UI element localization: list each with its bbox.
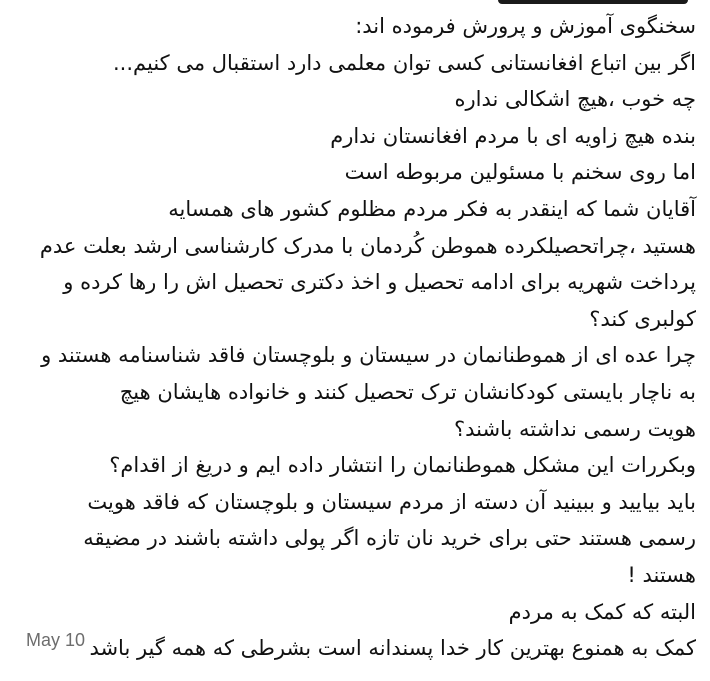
post-line: باید بیایید و ببینید آن دسته از مردم سیستان و بلوچستان که فاقد هویت xyxy=(87,489,696,514)
post-line: البته که کمک به مردم xyxy=(508,599,696,624)
post-line: بنده هیچ زاویه ای با مردم افغانستان ندارم xyxy=(330,123,696,148)
post-line: چرا عده ای از هموطنانمان در سیستان و بلوچستان فاقد شناسنامه هستند و xyxy=(41,343,696,368)
top-cropped-bar xyxy=(498,0,688,4)
post-body xyxy=(24,8,696,667)
post-line: کولبری کند؟ xyxy=(589,306,696,331)
post-date: May 10 xyxy=(26,630,86,650)
post-line: رسمی هستند حتی برای خرید نان تازه اگر پولی داشته باشند در مضیقه xyxy=(83,526,696,551)
post-line: هویت رسمی نداشته باشند؟ xyxy=(453,416,696,441)
post-line: وبکررات این مشکل هموطنانمان را انتشار داده ایم و دریغ از اقدام؟ xyxy=(109,453,696,478)
post-line: چه خوب ،هیچ اشکالی نداره xyxy=(454,87,696,112)
post-line: به ناچار بایستی کودکانشان ترک تحصیل کنند و خانواده هایشان هیچ xyxy=(119,379,696,404)
post-line: اگر بین اتباع افغانستانی کسی توان معلمی دارد استقبال می کنیم... xyxy=(113,50,696,75)
post-line: پرداخت شهریه برای ادامه تحصیل و اخذ دکتری تحصیل اش را رها کرده و xyxy=(63,270,696,295)
post-line: هستند ! xyxy=(627,562,696,587)
post-line: آقایان شما که اینقدر به فکر مردم مظلوم کشور های همسایه xyxy=(168,196,696,221)
post-line: هستید ،چراتحصیلکرده هموطن کُردمان با مدرک کارشناسی ارشد بعلت عدم xyxy=(39,233,696,258)
post-line: سخنگوی آموزش و پرورش فرموده اند: xyxy=(355,14,696,38)
post-line: کمک به همنوع بهترین کار خدا پسندانه است بشرطی که همه گیر باشد xyxy=(89,636,696,661)
post-line: اما روی سخنم با مسئولین مربوطه است xyxy=(344,160,696,185)
